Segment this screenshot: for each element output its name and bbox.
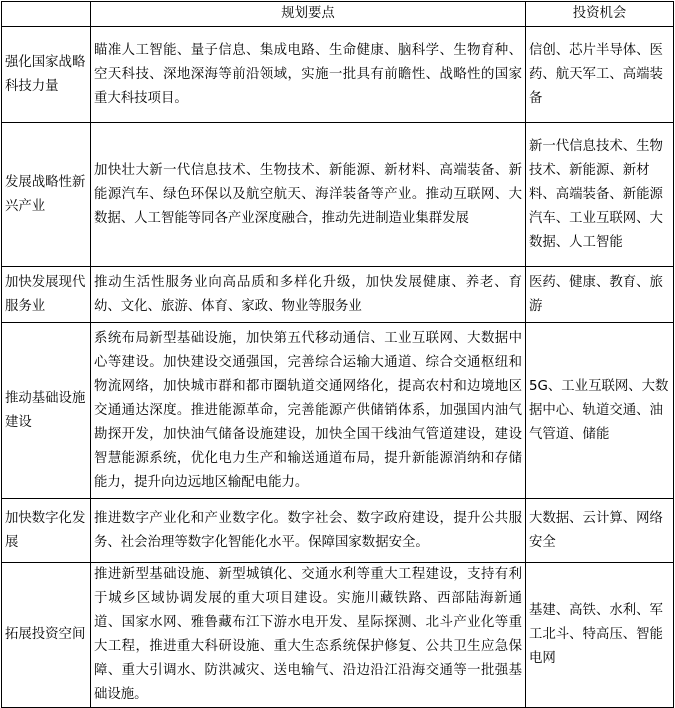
invest-cell: 大数据、云计算、网络安全 (526, 499, 674, 563)
invest-cell: 基建、高铁、水利、军工北斗、特高压、智能电网 (526, 563, 674, 708)
area-cell: 强化国家战略科技力量 (2, 27, 91, 123)
table-row (2, 267, 674, 323)
area-cell: 发展战略性新兴产业 (2, 123, 91, 267)
points-cell: 推进新型基础设施、新型城镇化、交通水利等重大工程建设，支持有利于城乡区域协调发展的重大项目建设。实施川藏铁路、西部陆海新通道、国家水网、雅鲁藏布江下游水电开发、星际探测、北斗产业化等重大工程，推进重大科研设施、重大生态系统保护修复、公共卫生应急保障、重大引调水、防洪减灾、送电输气、沿边沿江沿海交通等一批强基础设施。 (91, 563, 526, 708)
header-area (2, 2, 91, 27)
table-row (2, 123, 674, 267)
area-cell: 加快数字化发展 (2, 499, 91, 563)
points-cell: 瞄准人工智能、量子信息、集成电路、生命健康、脑科学、生物育种、空天科技、深地深海等前沿领域，实施一批具有前瞻性、战略性的国家重大科技项目。 (91, 27, 526, 123)
planning-table (1, 1, 674, 708)
area-cell: 拓展投资空间 (2, 563, 91, 708)
table-row (2, 323, 674, 499)
area-cell: 推动基础设施建设 (2, 323, 91, 499)
points-cell: 推进数字产业化和产业数字化。数字社会、数字政府建设，提升公共服务、社会治理等数字化智能化水平。保障国家数据安全。 (91, 499, 526, 563)
header-points: 规划要点 (91, 2, 526, 27)
invest-cell: 新一代信息技术、生物技术、新能源、新材料、高端装备、新能源汽车、工业互联网、大数据、人工智能 (526, 123, 674, 267)
table-row (2, 563, 674, 708)
invest-cell: 5G、工业互联网、大数据中心、轨道交通、油气管道、储能 (526, 323, 674, 499)
points-cell: 推动生活性服务业向高品质和多样化升级，加快发展健康、养老、育幼、文化、旅游、体育、家政、物业等服务业 (91, 267, 526, 323)
points-cell: 加快壮大新一代信息技术、生物技术、新能源、新材料、高端装备、新能源汽车、绿色环保以及航空航天、海洋装备等产业。推动互联网、大数据、人工智能等同各产业深度融合，推动先进制造业集群发展 (91, 123, 526, 267)
header-invest: 投资机会 (526, 2, 674, 27)
header-row (2, 2, 674, 27)
table-row (2, 27, 674, 123)
invest-cell: 信创、芯片半导体、医药、航天军工、高端装备 (526, 27, 674, 123)
table-row (2, 499, 674, 563)
points-cell: 系统布局新型基础设施，加快第五代移动通信、工业互联网、大数据中心等建设。加快建设交通强国，完善综合运输大通道、综合交通枢纽和物流网络，加快城市群和都市圈轨道交通网络化，提高农村和边境地区交通通达深度。推进能源革命，完善能源产供储销体系，加强国内油气勘探开发，加快油气储备设施建设，加快全国干线油气管道建设，建设智慧能源系统，优化电力生产和输送通道布局，提升新能源消纳和存储能力，提升向边远地区输配电能力。 (91, 323, 526, 499)
area-cell: 加快发展现代服务业 (2, 267, 91, 323)
invest-cell: 医药、健康、教育、旅游 (526, 267, 674, 323)
